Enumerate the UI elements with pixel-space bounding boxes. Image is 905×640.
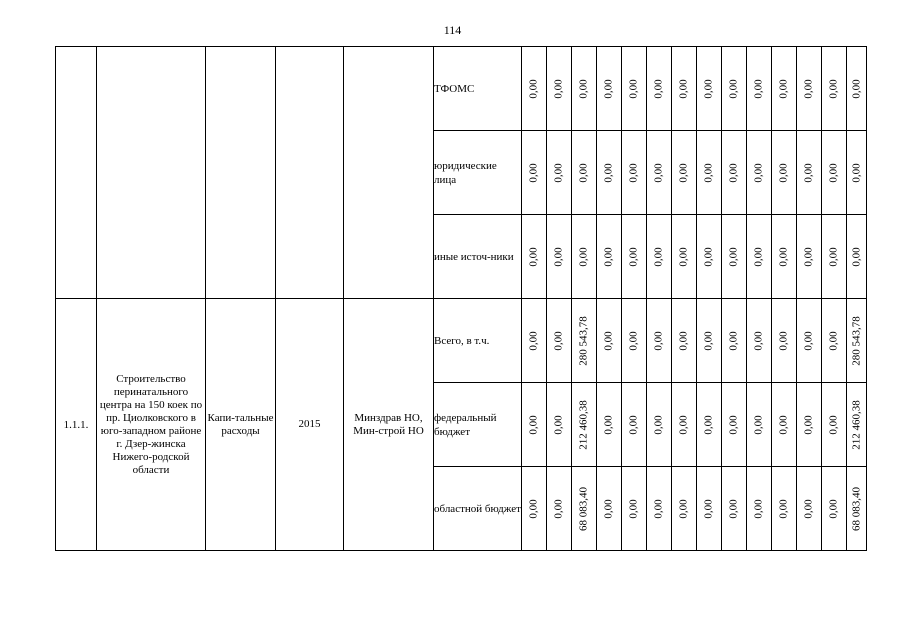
value-text: 0,00 — [652, 78, 665, 99]
value-cell — [547, 383, 572, 467]
value-cell — [772, 383, 797, 467]
value-cell — [772, 299, 797, 383]
value-text: 0,00 — [577, 246, 590, 267]
value-text: 0,00 — [777, 330, 790, 351]
funding-source-cell: юридические лица — [434, 131, 522, 215]
value-text: 0,00 — [727, 414, 740, 435]
value-text: 0,00 — [627, 330, 640, 351]
value-text: 0,00 — [552, 498, 565, 519]
page-number: 114 — [443, 23, 462, 37]
item-description-cell: Строительство перинатального центра на 150 коек по пр. Циолковского в юго-западном районе г. Дзер-жинска Нижего-родской области — [97, 299, 206, 551]
value-cell — [672, 47, 697, 131]
expense-type-cell: Капи-тальные расходы — [206, 299, 276, 551]
value-cell — [697, 467, 722, 551]
value-text: 0,00 — [602, 78, 615, 99]
value-text: 0,00 — [602, 246, 615, 267]
value-text: 68 083,40 — [577, 486, 590, 531]
value-cell — [622, 383, 647, 467]
value-text: 0,00 — [752, 498, 765, 519]
value-text: 0,00 — [552, 78, 565, 99]
value-text: 0,00 — [752, 78, 765, 99]
value-cell — [797, 299, 822, 383]
funding-source-cell: ТФОМС — [434, 47, 522, 131]
value-text: 0,00 — [702, 78, 715, 99]
value-cell — [797, 131, 822, 215]
value-cell — [697, 299, 722, 383]
value-cell — [672, 467, 697, 551]
value-cell — [822, 47, 847, 131]
value-text: 280 543,78 — [850, 315, 862, 366]
value-text: 0,00 — [727, 78, 740, 99]
value-text: 0,00 — [527, 330, 540, 351]
value-cell — [722, 383, 747, 467]
value-text: 0,00 — [577, 162, 590, 183]
value-cell — [647, 383, 672, 467]
value-cell — [847, 383, 867, 467]
value-cell — [547, 131, 572, 215]
value-text: 280 543,78 — [577, 315, 590, 366]
value-text: 0,00 — [752, 246, 765, 267]
value-cell — [697, 47, 722, 131]
value-text: 0,00 — [802, 78, 815, 99]
value-cell — [822, 299, 847, 383]
value-cell — [597, 383, 622, 467]
value-text: 0,00 — [827, 162, 840, 183]
value-text: 0,00 — [777, 498, 790, 519]
value-text: 0,00 — [827, 78, 840, 99]
value-cell — [522, 383, 547, 467]
year-cell: 2015 — [276, 299, 344, 551]
value-cell — [597, 467, 622, 551]
item-description-cell — [97, 47, 206, 299]
value-text: 0,00 — [652, 330, 665, 351]
value-cell — [822, 383, 847, 467]
value-cell — [847, 215, 867, 299]
value-cell — [597, 299, 622, 383]
value-text: 0,00 — [827, 246, 840, 267]
value-cell — [597, 131, 622, 215]
value-text: 0,00 — [727, 330, 740, 351]
table-row — [56, 47, 867, 131]
value-text: 0,00 — [552, 246, 565, 267]
value-text: 0,00 — [727, 498, 740, 519]
value-text: 0,00 — [850, 162, 862, 183]
value-cell — [572, 299, 597, 383]
value-text: 0,00 — [627, 414, 640, 435]
value-cell — [747, 47, 772, 131]
item-number-cell — [56, 47, 97, 299]
value-text: 0,00 — [652, 414, 665, 435]
value-text: 0,00 — [627, 162, 640, 183]
value-text: 0,00 — [702, 246, 715, 267]
value-cell — [722, 299, 747, 383]
value-cell — [672, 131, 697, 215]
value-text: 0,00 — [702, 330, 715, 351]
value-text: 0,00 — [677, 414, 690, 435]
value-text: 0,00 — [727, 246, 740, 267]
value-text: 0,00 — [752, 414, 765, 435]
value-cell — [722, 131, 747, 215]
value-cell — [747, 467, 772, 551]
value-text: 0,00 — [802, 162, 815, 183]
value-cell — [547, 299, 572, 383]
value-text: 0,00 — [627, 246, 640, 267]
value-cell — [772, 215, 797, 299]
value-cell — [672, 299, 697, 383]
value-cell — [822, 467, 847, 551]
value-cell — [622, 215, 647, 299]
value-cell — [647, 299, 672, 383]
budget-table — [55, 46, 867, 551]
value-cell — [572, 47, 597, 131]
item-number-cell: 1.1.1. — [56, 299, 97, 551]
value-text: 0,00 — [577, 78, 590, 99]
value-cell — [597, 215, 622, 299]
value-cell — [797, 467, 822, 551]
value-text: 0,00 — [527, 162, 540, 183]
executor-cell: Минздрав НО, Мин-строй НО — [344, 299, 434, 551]
value-text: 0,00 — [527, 246, 540, 267]
value-cell — [697, 383, 722, 467]
value-text: 0,00 — [702, 414, 715, 435]
funding-source-cell: областной бюджет — [434, 467, 522, 551]
value-cell — [847, 467, 867, 551]
value-cell — [672, 215, 697, 299]
value-cell — [747, 299, 772, 383]
value-cell — [722, 47, 747, 131]
value-cell — [847, 47, 867, 131]
value-text: 212 460,38 — [577, 399, 590, 450]
value-cell — [572, 383, 597, 467]
value-cell — [747, 131, 772, 215]
value-text: 0,00 — [802, 330, 815, 351]
value-text: 0,00 — [827, 498, 840, 519]
value-text: 0,00 — [777, 162, 790, 183]
value-cell — [622, 467, 647, 551]
value-text: 0,00 — [777, 78, 790, 99]
value-text: 0,00 — [702, 162, 715, 183]
value-cell — [772, 467, 797, 551]
value-text: 212 460,38 — [850, 399, 862, 450]
value-text: 0,00 — [627, 78, 640, 99]
value-cell — [647, 47, 672, 131]
value-cell — [572, 467, 597, 551]
value-text: 0,00 — [527, 498, 540, 519]
value-text: 0,00 — [602, 414, 615, 435]
value-text: 0,00 — [777, 414, 790, 435]
value-cell — [647, 215, 672, 299]
funding-source-cell: Всего, в т.ч. — [434, 299, 522, 383]
value-text: 0,00 — [677, 330, 690, 351]
value-text: 0,00 — [802, 498, 815, 519]
value-text: 0,00 — [677, 162, 690, 183]
value-cell — [647, 131, 672, 215]
value-text: 0,00 — [652, 162, 665, 183]
value-cell — [822, 215, 847, 299]
value-cell — [522, 47, 547, 131]
value-text: 0,00 — [602, 498, 615, 519]
value-cell — [847, 131, 867, 215]
value-cell — [547, 467, 572, 551]
value-text: 0,00 — [552, 162, 565, 183]
value-text: 0,00 — [527, 78, 540, 99]
value-text: 0,00 — [552, 330, 565, 351]
value-cell — [622, 299, 647, 383]
value-cell — [772, 131, 797, 215]
value-cell — [647, 467, 672, 551]
value-cell — [722, 467, 747, 551]
value-text: 0,00 — [677, 246, 690, 267]
value-cell — [822, 131, 847, 215]
value-cell — [522, 467, 547, 551]
value-cell — [722, 215, 747, 299]
value-cell — [697, 215, 722, 299]
value-cell — [797, 215, 822, 299]
value-cell — [572, 131, 597, 215]
value-text: 0,00 — [802, 246, 815, 267]
expense-type-cell — [206, 47, 276, 299]
value-text: 0,00 — [627, 498, 640, 519]
table-row — [56, 299, 867, 383]
value-text: 0,00 — [602, 330, 615, 351]
value-text: 0,00 — [727, 162, 740, 183]
value-text: 0,00 — [677, 498, 690, 519]
value-cell — [747, 215, 772, 299]
value-text: 0,00 — [527, 414, 540, 435]
value-text: 0,00 — [827, 330, 840, 351]
value-text: 0,00 — [602, 162, 615, 183]
executor-cell — [344, 47, 434, 299]
value-text: 0,00 — [702, 498, 715, 519]
value-text: 0,00 — [850, 78, 862, 99]
value-cell — [797, 383, 822, 467]
value-text: 0,00 — [827, 414, 840, 435]
value-text: 0,00 — [677, 78, 690, 99]
value-text: 0,00 — [652, 498, 665, 519]
value-cell — [547, 215, 572, 299]
value-cell — [597, 47, 622, 131]
value-cell — [672, 383, 697, 467]
value-text: 0,00 — [777, 246, 790, 267]
value-text: 0,00 — [752, 330, 765, 351]
value-cell — [797, 47, 822, 131]
funding-source-cell: федеральный бюджет — [434, 383, 522, 467]
value-cell — [522, 215, 547, 299]
value-cell — [847, 299, 867, 383]
value-cell — [522, 299, 547, 383]
value-text: 0,00 — [752, 162, 765, 183]
value-cell — [622, 47, 647, 131]
value-cell — [747, 383, 772, 467]
value-cell — [572, 215, 597, 299]
value-cell — [522, 131, 547, 215]
value-text: 68 083,40 — [850, 486, 862, 531]
value-cell — [622, 131, 647, 215]
value-text: 0,00 — [652, 246, 665, 267]
value-cell — [697, 131, 722, 215]
year-cell — [276, 47, 344, 299]
value-cell — [772, 47, 797, 131]
value-cell — [547, 47, 572, 131]
value-text: 0,00 — [552, 414, 565, 435]
funding-source-cell: иные источ-ники — [434, 215, 522, 299]
value-text: 0,00 — [802, 414, 815, 435]
value-text: 0,00 — [850, 246, 862, 267]
